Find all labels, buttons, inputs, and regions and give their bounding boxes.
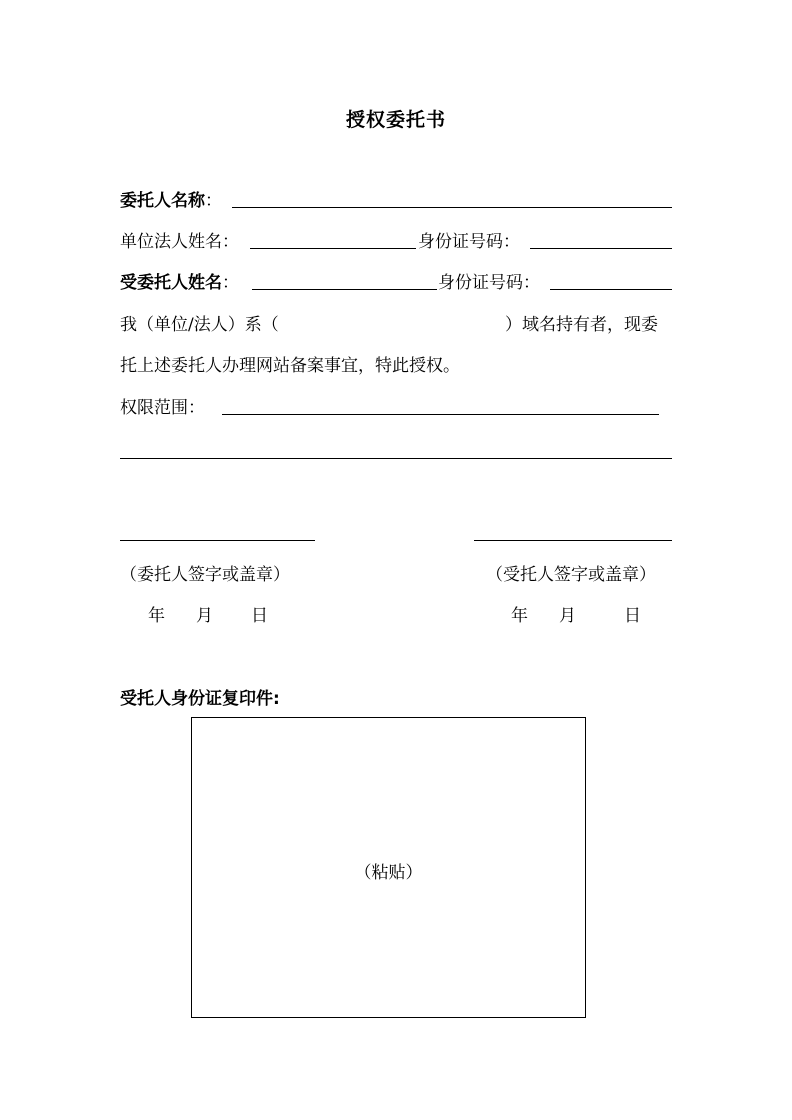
principal-sign-label: （委托人签字或盖章）: [120, 565, 290, 585]
legal-person-field[interactable]: [250, 248, 416, 249]
agent-name-label: 受委托人姓名: [120, 273, 222, 293]
id-copy-paste-box[interactable]: [191, 717, 586, 1018]
agent-date-year: 年: [511, 606, 528, 626]
scope-field-continuation[interactable]: [120, 458, 672, 459]
id-copy-label: 受托人身份证复印件:: [120, 689, 280, 709]
agent-name-label-group: [120, 272, 239, 294]
scope-field[interactable]: [222, 414, 659, 415]
principal-name-colon: ：: [205, 191, 222, 211]
principal-date-month: 月: [196, 606, 213, 626]
page-title: 授权委托书: [345, 109, 446, 131]
principal-date-year: 年: [148, 606, 165, 626]
principal-name-label: 委托人名称: [120, 191, 205, 211]
scope-label: 权限范围：: [120, 398, 205, 418]
agent-date-month: 月: [559, 606, 576, 626]
agent-signature-line[interactable]: [474, 540, 672, 541]
statement-part1: 我（单位/法人）系（: [120, 315, 279, 335]
agent-id-field[interactable]: [550, 289, 672, 290]
agent-sign-label: （受托人签字或盖章）: [486, 565, 656, 585]
legal-person-id-field[interactable]: [530, 248, 672, 249]
paste-label: （粘贴）: [354, 863, 423, 883]
agent-date-day: 日: [624, 606, 641, 626]
principal-name-label-group: [120, 190, 222, 212]
principal-date-day: 日: [251, 606, 268, 626]
statement-line2: 托上述委托人办理网站备案事宜，特此授权。: [120, 356, 460, 376]
id-number-label-2: 身份证号码：: [438, 273, 540, 293]
agent-name-colon: ：: [222, 273, 239, 293]
statement-part2: ）域名持有者，现委: [505, 315, 658, 335]
principal-name-field[interactable]: [232, 207, 672, 208]
principal-signature-line[interactable]: [120, 540, 315, 541]
id-number-label-1: 身份证号码：: [418, 232, 520, 252]
agent-name-field[interactable]: [252, 289, 437, 290]
legal-person-label: 单位法人姓名：: [120, 232, 239, 252]
